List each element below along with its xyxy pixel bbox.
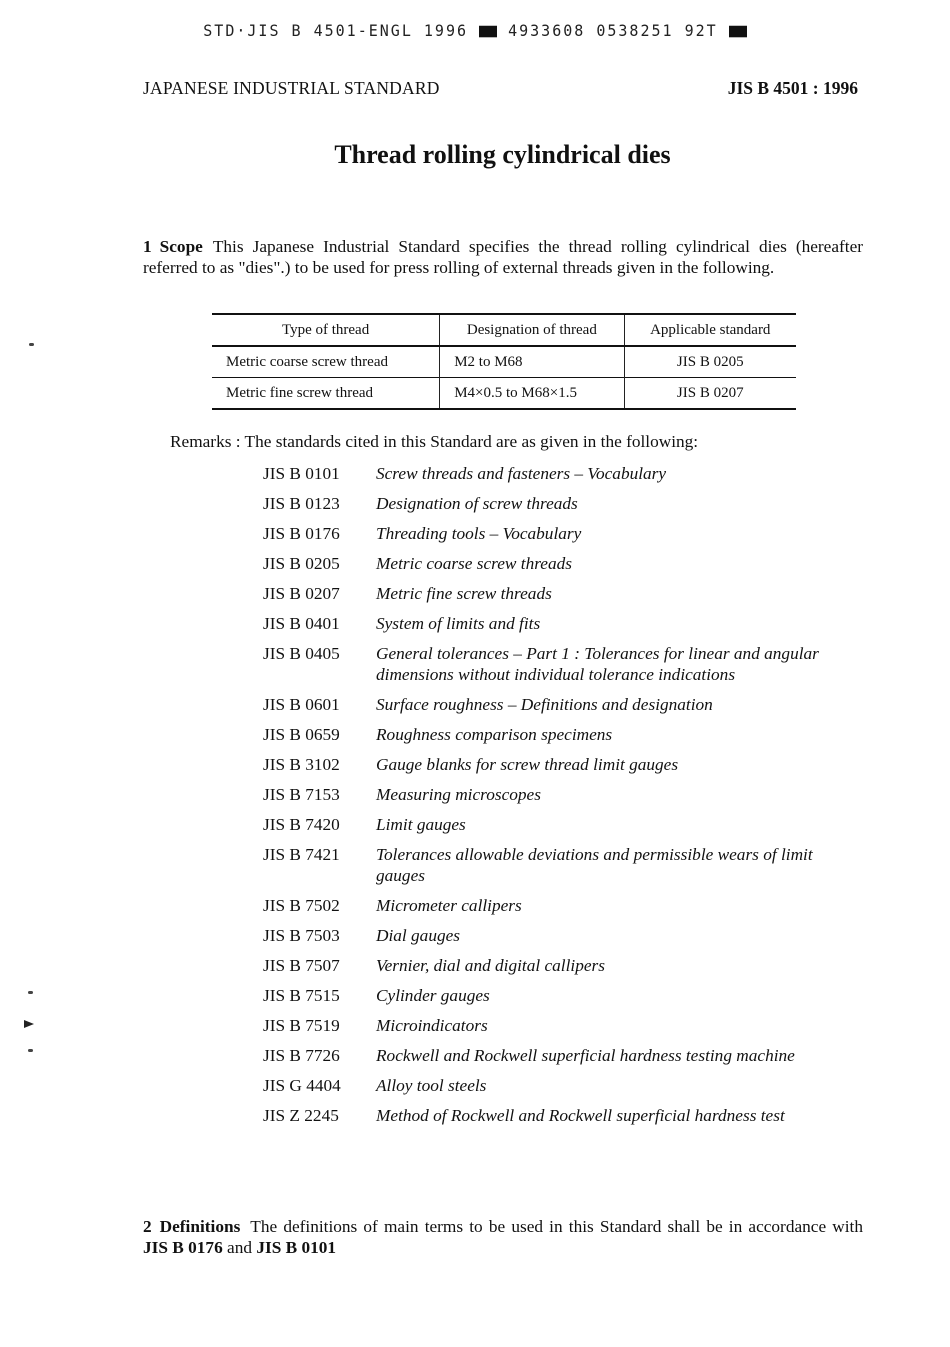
reference-code: JIS Z 2245 [263,1106,339,1126]
reference-code: JIS B 0101 [263,464,340,483]
reference-title: Method of Rockwell and Rockwell superficial hardness test [376,1106,785,1126]
reference-item [263,955,863,976]
table-cell: JIS B 0207 [624,378,796,410]
header-standard-number: JIS B 4501 : 1996 [727,78,858,98]
reference-code: JIS B 7726 [263,1046,340,1066]
reference-code: JIS B 7519 [263,1016,340,1036]
reference-title: Micrometer callipers [376,896,522,916]
stamp-block-1 [479,26,497,38]
reference-code: JIS B 7507 [263,956,340,976]
reference-title: Tolerances allowable deviations and permissible wears of limit gauges [376,845,813,886]
scope-heading: Scope [159,237,203,256]
scan-speck [28,1049,33,1052]
table-header-cell: Applicable standard [624,314,796,346]
reference-item [263,754,863,775]
reference-code: JIS B 0123 [263,493,340,513]
reference-title: Metric fine screw threads [376,583,552,603]
table-cell: JIS B 0205 [624,346,796,378]
reference-code: JIS B 0405 [263,643,340,663]
definitions-number: 2 [143,1217,152,1236]
definitions-heading: Definitions [159,1217,241,1236]
reference-item [263,814,863,835]
reference-title: Limit gauges [376,815,466,835]
reference-code: JIS B 7515 [263,986,340,1006]
scope-number: 1 [143,237,152,256]
reference-item [263,523,863,544]
reference-title: Microindicators [376,1016,488,1036]
reference-item [263,784,863,805]
reference-code: JIS B 7421 [263,845,340,865]
stamp-text-2: 4933608 0538251 92T [508,21,718,41]
scope-section [143,236,863,278]
reference-list [263,463,863,1135]
reference-item [263,643,863,686]
reference-code: JIS B 0659 [263,725,340,745]
reference-item [263,985,863,1006]
table-cell: M2 to M68 [440,346,624,378]
reference-item [263,553,863,574]
document-stamp [0,22,950,41]
reference-code: JIS B 0601 [263,695,340,715]
reference-title: System of limits and fits [376,613,541,633]
definitions-conj: and [227,1238,252,1257]
reference-code: JIS B 3102 [263,755,340,775]
reference-item [263,583,863,604]
reference-code: JIS B 0176 [263,523,340,543]
reference-item [263,1015,863,1036]
reference-item [263,724,863,745]
stamp-text-1: STD·JIS B 4501-ENGL 1996 [203,21,469,41]
thread-table [212,313,796,410]
definitions-text: The definitions of main terms to be used in this Standard shall be in accordance with [250,1217,863,1236]
reference-item [263,694,863,715]
definitions-ref-1: JIS B 0176 [143,1238,223,1257]
reference-code: JIS B 0401 [263,613,340,633]
stamp-block-2 [729,26,747,38]
scan-speck [28,991,33,994]
reference-code: JIS B 7420 [263,815,340,835]
reference-item [263,1045,863,1066]
reference-item [263,895,863,916]
definitions-section [143,1216,863,1258]
table-cell: Metric fine screw thread [226,384,374,401]
scope-text: This Japanese Industrial Standard specifies the thread rolling cylindrical dies (hereafter referred to as "dies".) to be used for press rolling of external threads given in the following. [143,237,863,277]
table-cell: M4×0.5 to M68×1.5 [440,378,624,410]
remarks-intro: Remarks : The standards cited in this Standard are as given in the following: [170,432,699,451]
table-cell: Metric coarse screw thread [226,353,388,370]
reference-title: Cylinder gauges [376,986,490,1006]
scan-speck [29,343,34,346]
reference-title: Rockwell and Rockwell superficial hardness testing machine [376,1046,795,1066]
table-header-row [212,314,796,346]
reference-code: JIS B 0205 [263,553,340,573]
reference-item [263,1075,863,1096]
reference-title: Vernier, dial and digital callipers [376,956,605,976]
scan-arrow-mark [24,1020,34,1028]
reference-title: Threading tools – Vocabulary [376,523,582,543]
reference-item [263,844,863,887]
reference-code: JIS B 0207 [263,583,340,603]
reference-code: JIS B 7153 [263,785,340,805]
reference-title: Gauge blanks for screw thread limit gauges [376,755,679,775]
reference-item [263,613,863,634]
reference-title: Measuring microscopes [376,785,541,805]
reference-title: Surface roughness – Definitions and designation [376,695,713,715]
reference-code: JIS G 4404 [263,1076,341,1096]
reference-title: Designation of screw threads [376,493,578,513]
reference-item [263,1105,863,1126]
reference-code: JIS B 7502 [263,896,340,916]
definitions-ref-2: JIS B 0101 [256,1238,337,1257]
table-row [212,346,796,378]
table-header-cell: Type of thread [281,321,370,338]
reference-title: Screw threads and fasteners – Vocabulary [376,464,667,483]
reference-title: Dial gauges [376,926,461,946]
reference-code: JIS B 7503 [263,926,340,946]
reference-title: Metric coarse screw threads [376,553,572,573]
reference-title: Roughness comparison specimens [376,725,613,745]
reference-item [263,493,863,514]
reference-item [263,463,863,484]
table-header-cell: Designation of thread [440,314,624,346]
header-standard-label: JAPANESE INDUSTRIAL STANDARD [143,78,440,98]
reference-title: Alloy tool steels [376,1076,487,1096]
page-title: Thread rolling cylindrical dies [334,140,671,169]
reference-item [263,925,863,946]
reference-title: General tolerances – Part 1 : Tolerances for linear and angular dimensions without individual tolerance indications [376,643,819,685]
table-row [212,378,796,410]
